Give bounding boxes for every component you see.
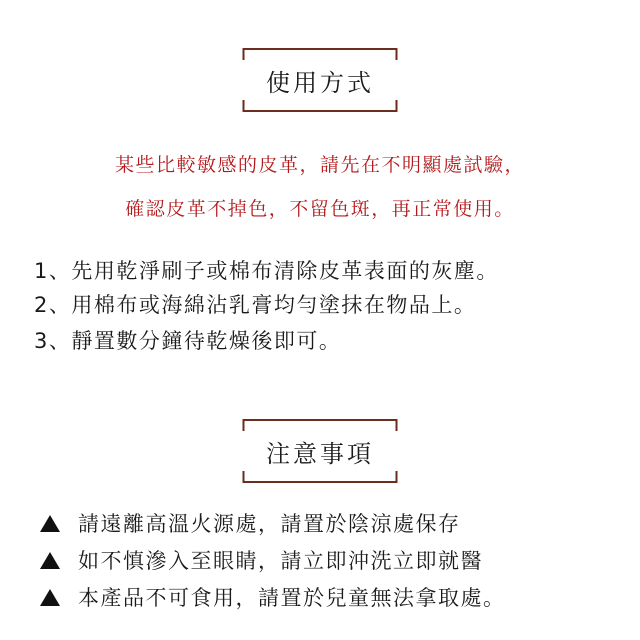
usage-heading-title: 使用方式 [266, 68, 374, 97]
notice-heading-frame [243, 419, 398, 483]
usage-step-1: 1、先用乾淨刷子或棉布清除皮革表面的灰塵。 [34, 259, 499, 283]
notice-heading-title: 注意事項 [266, 439, 374, 468]
triangle-icon [40, 552, 60, 569]
heading-bracket-top [243, 48, 398, 60]
notice-item-text: 如不慎滲入至眼睛，請立即沖洗立即就醫 [78, 549, 483, 573]
warning-line: 確認皮革不掉色，不留色斑，再正常使用。 [125, 198, 515, 220]
usage-step-2: 2、用棉布或海綿沾乳膏均勻塗抹在物品上。 [34, 293, 477, 317]
usage-step-3: 3、靜置數分鐘待乾燥後即可。 [34, 329, 342, 353]
heading-bracket-top [243, 419, 398, 431]
notice-item [40, 508, 461, 538]
notice-item-text: 本產品不可食用，請置於兒童無法拿取處。 [78, 586, 506, 610]
notice-item [40, 545, 483, 575]
warning-line: 某些比較敏感的皮革，請先在不明顯處試驗， [114, 154, 525, 176]
heading-bracket-bottom [243, 471, 398, 483]
triangle-icon [40, 589, 60, 606]
notice-item [40, 582, 506, 612]
triangle-icon [40, 515, 60, 532]
usage-heading-frame [243, 48, 398, 112]
heading-bracket-bottom [243, 100, 398, 112]
notice-item-text: 請遠離高溫火源處，請置於陰涼處保存 [78, 512, 461, 536]
